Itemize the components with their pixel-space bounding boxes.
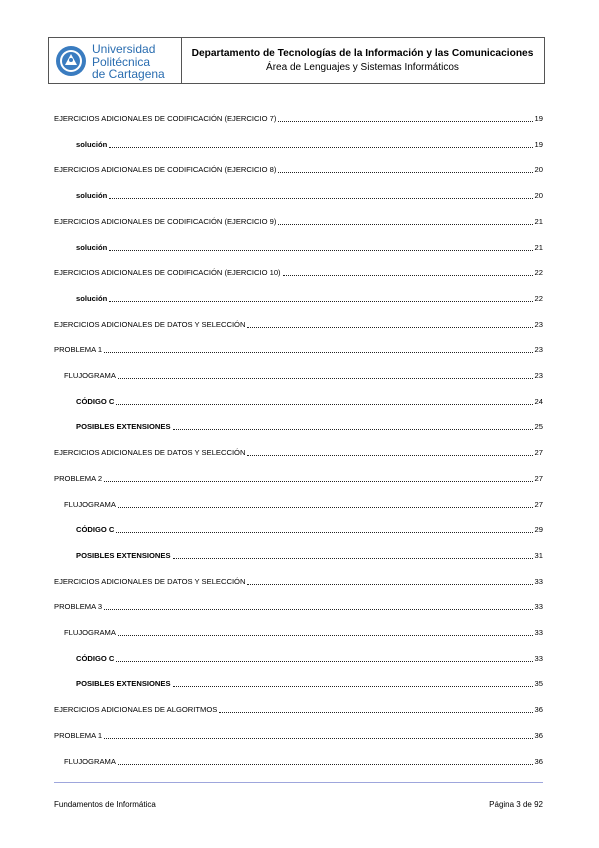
toc-dot-leader bbox=[278, 171, 532, 173]
toc-dot-leader bbox=[118, 377, 533, 379]
toc-entry[interactable] bbox=[76, 292, 543, 304]
university-wordmark bbox=[92, 43, 165, 81]
toc-entry-page: 21 bbox=[534, 242, 543, 252]
toc-entry[interactable] bbox=[54, 575, 543, 587]
toc-entry-page: 24 bbox=[534, 396, 543, 406]
toc-entry-page: 22 bbox=[534, 293, 543, 303]
department-subtitle: Área de Lenguajes y Sistemas Informáticos bbox=[266, 61, 459, 73]
toc-entry[interactable] bbox=[54, 472, 543, 484]
toc-entry-title: solución bbox=[76, 191, 108, 201]
toc-entry-title: FLUJOGRAMA bbox=[64, 371, 116, 380]
toc-entry-page: 33 bbox=[534, 653, 543, 663]
toc-entry-title: EJERCICIOS ADICIONALES DE CODIFICACIÓN (EJERCICIO 9) bbox=[54, 216, 277, 226]
toc-entry[interactable] bbox=[54, 318, 543, 330]
toc-entry-page: 31 bbox=[534, 550, 543, 560]
toc-entry-title: solución bbox=[76, 139, 108, 149]
toc-entry[interactable] bbox=[76, 677, 543, 689]
toc-entry[interactable] bbox=[76, 189, 543, 201]
toc-dot-leader bbox=[278, 120, 532, 122]
toc-dot-leader bbox=[247, 454, 532, 456]
university-seal-icon bbox=[55, 45, 87, 77]
toc-entry-page: 36 bbox=[534, 730, 543, 740]
toc-dot-leader bbox=[116, 660, 532, 662]
toc-entry-title: CÓDIGO C bbox=[76, 653, 115, 663]
toc-dot-leader bbox=[118, 506, 533, 508]
toc-dot-leader bbox=[109, 300, 532, 302]
toc-entry-title: PROBLEMA 1 bbox=[54, 730, 103, 740]
toc-entry-title: POSIBLES EXTENSIONES bbox=[76, 422, 171, 432]
toc-entry-page: 20 bbox=[534, 191, 543, 201]
toc-entry-title: EJERCICIOS ADICIONALES DE DATOS Y SELECCIÓN bbox=[54, 448, 246, 458]
toc-entry-title: EJERCICIOS ADICIONALES DE DATOS Y SELECCIÓN bbox=[54, 576, 246, 586]
toc-entry[interactable] bbox=[54, 215, 543, 227]
toc-entry-title: CÓDIGO C bbox=[76, 525, 115, 535]
toc-dot-leader bbox=[247, 326, 532, 328]
toc-entry-page: 22 bbox=[534, 268, 543, 278]
toc-entry-page: 25 bbox=[534, 422, 543, 432]
toc-dot-leader bbox=[104, 351, 532, 353]
toc-entry[interactable] bbox=[76, 549, 543, 561]
toc-entry-title: EJERCICIOS ADICIONALES DE CODIFICACIÓN (EJERCICIO 7) bbox=[54, 114, 277, 123]
toc-dot-leader bbox=[278, 223, 532, 225]
toc-dot-leader bbox=[104, 737, 532, 739]
logo-line-1: Universidad bbox=[92, 42, 156, 56]
toc-entry[interactable] bbox=[76, 138, 543, 150]
toc-dot-leader bbox=[116, 531, 532, 533]
university-logo bbox=[49, 38, 182, 83]
toc-entry-page: 20 bbox=[534, 165, 543, 175]
toc-dot-leader bbox=[104, 480, 532, 482]
toc-entry[interactable] bbox=[54, 343, 543, 355]
toc-entry-page: 27 bbox=[534, 499, 543, 509]
toc-entry[interactable] bbox=[76, 395, 543, 407]
toc-entry-page: 33 bbox=[534, 576, 543, 586]
toc-dot-leader bbox=[118, 763, 533, 765]
toc-entry[interactable] bbox=[76, 420, 543, 432]
toc-entry[interactable] bbox=[64, 369, 543, 381]
toc-entry-title: solución bbox=[76, 242, 108, 252]
page-header bbox=[48, 37, 545, 84]
toc-entry[interactable] bbox=[54, 446, 543, 458]
toc-dot-leader bbox=[109, 197, 532, 199]
toc-entry-title: PROBLEMA 1 bbox=[54, 345, 103, 355]
toc-entry-page: 23 bbox=[534, 371, 543, 380]
toc-entry[interactable] bbox=[76, 241, 543, 253]
toc-entry-page: 35 bbox=[534, 679, 543, 689]
department-block bbox=[181, 38, 544, 83]
toc-entry[interactable] bbox=[54, 703, 543, 715]
toc-dot-leader bbox=[109, 146, 532, 148]
toc-entry[interactable] bbox=[76, 523, 543, 535]
toc-entry-title: PROBLEMA 2 bbox=[54, 473, 103, 483]
toc-entry-title: EJERCICIOS ADICIONALES DE DATOS Y SELECCIÓN bbox=[54, 319, 246, 329]
toc-entry[interactable] bbox=[76, 652, 543, 664]
toc-entry[interactable] bbox=[54, 112, 543, 124]
toc-dot-leader bbox=[109, 249, 532, 251]
toc-entry-page: 36 bbox=[534, 705, 543, 715]
toc-entry-page: 29 bbox=[534, 525, 543, 535]
toc-entry[interactable] bbox=[64, 755, 543, 767]
toc-entry-page: 33 bbox=[534, 628, 543, 637]
toc-entry-page: 19 bbox=[534, 114, 543, 123]
toc-entry[interactable] bbox=[64, 626, 543, 638]
footer-rule bbox=[54, 782, 543, 783]
toc-entry-title: FLUJOGRAMA bbox=[64, 628, 116, 637]
toc-dot-leader bbox=[219, 711, 532, 713]
toc-entry-page: 27 bbox=[534, 473, 543, 483]
toc-entry-title: EJERCICIOS ADICIONALES DE CODIFICACIÓN (EJERCICIO 10) bbox=[54, 268, 281, 278]
toc-entry-page: 19 bbox=[534, 139, 543, 149]
toc-entry-title: POSIBLES EXTENSIONES bbox=[76, 679, 171, 689]
footer-page-number: Página 3 de 92 bbox=[489, 800, 543, 809]
toc-entry-title: POSIBLES EXTENSIONES bbox=[76, 550, 171, 560]
toc-dot-leader bbox=[247, 583, 532, 585]
toc-dot-leader bbox=[173, 557, 533, 559]
toc-entry-title: PROBLEMA 3 bbox=[54, 602, 103, 612]
toc-entry-page: 36 bbox=[534, 756, 543, 766]
logo-line-3: de Cartagena bbox=[92, 67, 165, 81]
toc-entry-page: 33 bbox=[534, 602, 543, 612]
department-title: Departamento de Tecnologías de la Información y las Comunicaciones bbox=[191, 47, 534, 59]
toc-entry-title: EJERCICIOS ADICIONALES DE ALGORITMOS bbox=[54, 705, 218, 715]
toc-entry[interactable] bbox=[64, 498, 543, 510]
footer-course-title: Fundamentos de Informática bbox=[54, 800, 156, 809]
toc-entry-title: EJERCICIOS ADICIONALES DE CODIFICACIÓN (EJERCICIO 8) bbox=[54, 165, 277, 175]
toc-dot-leader bbox=[283, 274, 533, 276]
toc-entry[interactable] bbox=[54, 266, 543, 278]
toc-entry[interactable] bbox=[54, 729, 543, 741]
toc-dot-leader bbox=[116, 403, 532, 405]
toc-dot-leader bbox=[118, 634, 533, 636]
logo-line-2: Politécnica bbox=[92, 54, 151, 69]
toc-entry-page: 21 bbox=[534, 216, 543, 226]
toc-entry-title: CÓDIGO C bbox=[76, 396, 115, 406]
toc-dot-leader bbox=[104, 608, 532, 610]
toc-entry-title: solución bbox=[76, 293, 108, 303]
toc-entry-page: 23 bbox=[534, 319, 543, 329]
toc-entry[interactable] bbox=[54, 600, 543, 612]
toc-dot-leader bbox=[173, 685, 533, 687]
toc-dot-leader bbox=[173, 428, 533, 430]
toc-entry[interactable] bbox=[54, 163, 543, 175]
toc-entry-page: 27 bbox=[534, 448, 543, 458]
toc-entry-page: 23 bbox=[534, 345, 543, 355]
toc-entry-title: FLUJOGRAMA bbox=[64, 499, 116, 509]
toc-entry-title: FLUJOGRAMA bbox=[64, 756, 116, 766]
